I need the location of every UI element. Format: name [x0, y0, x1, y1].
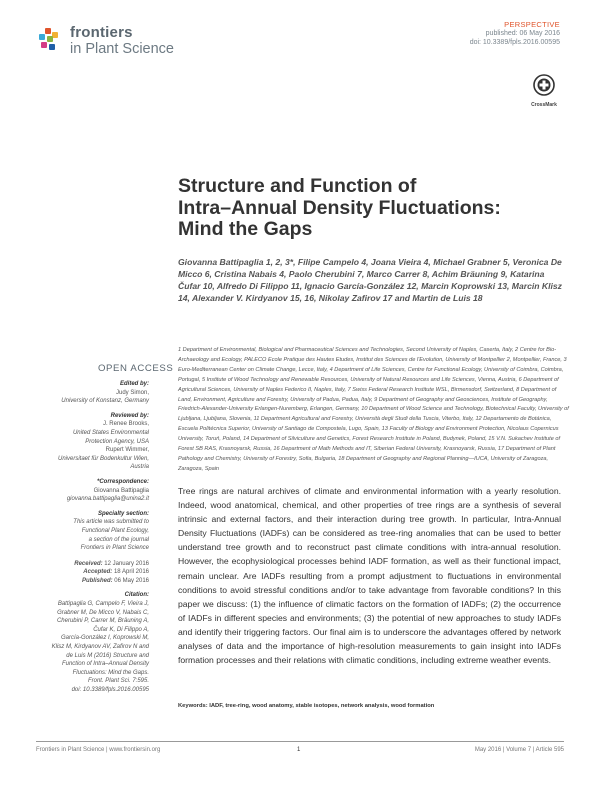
- reviewer-name: Rupert Wimmer,: [105, 447, 149, 454]
- received-date: Received: 12 January 2016: [74, 560, 149, 567]
- citation-line: de Luis M (2016) Structure and: [66, 652, 149, 659]
- specialty-line: Frontiers in Plant Science: [80, 545, 149, 552]
- journal-logo[interactable]: [36, 24, 226, 74]
- doi[interactable]: doi: 10.3389/fpls.2016.00595: [469, 39, 560, 46]
- crossmark-label: CrossMark: [531, 102, 557, 108]
- frontiers-logo-icon: [36, 28, 66, 58]
- crossmark-icon: [533, 74, 555, 96]
- published-date: published: 06 May 2016: [485, 30, 560, 37]
- editor-affiliation: University of Konstanz, Germany: [61, 398, 149, 405]
- page-number: 1: [297, 747, 301, 753]
- citation-line: Cherubini P, Carrer M, Bräuning A,: [56, 618, 149, 625]
- footer-journal-link[interactable]: Frontiers in Plant Science | www.frontiersin.org: [36, 747, 161, 753]
- edited-by-heading: Edited by:: [119, 381, 149, 387]
- reviewed-by-heading: Reviewed by:: [110, 412, 149, 419]
- keywords: Keywords: IADF, tree-ring, wood anatomy, stable isotopes, network analysis, wood formation: [178, 703, 435, 709]
- open-access-label: OPEN ACCESS: [98, 363, 174, 374]
- editor-name: Judy Simon,: [115, 389, 149, 396]
- title-line: Structure and Function of: [178, 175, 417, 197]
- citation-heading: Citation:: [124, 592, 149, 599]
- footer-divider: [36, 741, 564, 742]
- title-line: Intra–Annual Density Fluctuations:: [178, 196, 501, 219]
- specialty-heading: Specialty section:: [97, 510, 149, 517]
- specialty-line: Functional Plant Ecology,: [81, 527, 149, 534]
- article-type: PERSPECTIVE: [504, 20, 560, 29]
- correspondence-email[interactable]: giovanna.battipaglia@unina2.it: [66, 496, 149, 503]
- published-date-sidebar: Published: 06 May 2016: [81, 577, 149, 584]
- article-sidebar: [36, 380, 149, 695]
- citation-line: Battipaglia G, Campelo F, Vieira J,: [57, 601, 149, 608]
- abstract: Tree rings are natural archives of climate and environmental information with a yearly resolution. Indeed, wood anatomical, chemical, and other properties of tree rings are a synthesis of several intrinsic and external factors, and their interaction during tree growth. In particular, Intra-Annual Density Fluctuations (IADFs) can be considered as tree-ring anomalies that can be used to better understand tree growth and to reconstruct past climate conditions with intra-annual resolution. However, the ecophysiological processes behind IADF formation, as well as their functional impact, remain unclear. Are IADFs resulting from a prompt adjustment to fluctuations in environmental conditions to avoid stressful conditions and/or to take advantage from favorable conditions? In this paper we discuss: (1) the influence of climatic factors on the formation of IADFs; (2) the occurrence of IADFs in different species and environments; (3) the potential of new approaches to study IADFs and identify their triggering factors. Our final aim is to underscore the advantages offered by network analyses of data and the importance of high-resolution measurements to gain insight into IADFs formation processes and their relations with climatic conditions, including extreme weather events.: [178, 486, 561, 666]
- title-line: Mind the Gaps: [178, 218, 313, 240]
- specialty-line: a section of the journal: [88, 536, 149, 543]
- article-title: [178, 176, 558, 241]
- article-meta: [470, 20, 560, 47]
- footer-issue-info: May 2016 | Volume 7 | Article 595: [474, 747, 564, 753]
- citation-line: García-González I, Koprowski M,: [60, 635, 149, 642]
- crossmark-button[interactable]: [524, 74, 564, 106]
- reviewer-affiliation: United States Environmental: [72, 429, 149, 436]
- journal-subtitle: in Plant Science: [70, 41, 174, 57]
- citation-line: Grabner M, De Micco V, Nabais C,: [57, 609, 149, 616]
- author-list: Giovanna Battipaglia 1, 2, 3*, Filipe Campelo 4, Joana Vieira 4, Michael Grabner 5, Veronica De Micco 6, Cristina Nabais 4, Paolo Cherubini 7, Marco Carrer 8, Achim Bräuning 9, Katarina Čufar 10, Alfredo Di Filippo 11, Ignacio García-González 12, Marcin Koprowski 13, Marcin Klisz 14, Alexander V. Kirdyanov 15, 16, Nikolay Zafirov 17 and Martin de Luis 18: [178, 257, 562, 304]
- accepted-date: Accepted: 18 April 2016: [83, 569, 149, 576]
- citation-line: Čufar K, Di Filippo A,: [93, 626, 149, 633]
- specialty-line: This article was submitted to: [73, 519, 149, 526]
- citation-line: Fluctuations: Mind the Gaps.: [72, 669, 149, 676]
- reviewer-name: J. Renee Brooks,: [102, 421, 149, 428]
- citation-line: Front. Plant Sci. 7:595.: [87, 678, 149, 685]
- citation-line: Klisz M, Kirdyanov AV, Zafirov N and: [51, 644, 149, 651]
- citation-doi[interactable]: doi: 10.3389/fpls.2016.00595: [71, 687, 149, 693]
- reviewer-affiliation: Protection Agency, USA: [85, 438, 149, 445]
- citation-line: Function of Intra–Annual Density: [61, 661, 149, 668]
- journal-name: frontiers: [70, 24, 133, 41]
- reviewer-affiliation: Universitaet für Bodenkultur Wien,: [58, 455, 149, 462]
- correspondence-name: Giovanna Battipaglia: [93, 487, 149, 494]
- correspondence-heading: *Correspondence:: [96, 478, 149, 485]
- affiliations: 1 Department of Environmental, Biological and Pharmaceutical Sciences and Technologies, Second University of Naples, Caserta, Italy, 2 Centre for Bio-Archaeology and Ecology, PALECO Ecole Pratique des Hautes Etudes, Institut des Sciences de l'Evolution, University of Montpellier 2, Montpellier, France, 3 Euro-Mediterranean Center on Climate Change, Lecce, Italy, 4 Department of Life Sciences, Centre for Functional Ecology, University of Coimbra, Coimbra, Portugal, 5 Institute of Wood Technology and Renewable Resources, University of Natural Resources and Life Sciences, Vienna, Austria, 6 Department of Agricultural Sciences, University of Naples Federico II, Naples, Italy, 7 Swiss Federal Research Institute WSL, Birmensdorf, Switzerland, 8 Department of Land, Environment, Agriculture and Forestry, University of Padua, Padua, Italy, 9 Department of Geography and Geosciences, Institute of Geography, Friedrich-Alexander-University Erlangen-Nuremberg, Erlangen, Germany, 10 Department of Wood Science and Technology, Biotechnical Faculty, University of Ljubljana, Ljubljana, Slovenia, 11 Department Agricultural and Forestry, Università degli Studi della Tuscia, Viterbo, Italy, 12 Departamento de Botánica, Escuela Politécnica Superior, University of Santiago de Compostela, Lugo, Spain, 13 Faculty of Biology and Environment Protection, Nicolaus Copernicus University, Toruń, Poland, 14 Department of Silviculture and Genetics, Forest Research Institute in Poland, Budynek, Poland, 15 V.N. Sukachev Institute of Forest SB RAS, Krasnoyarsk, Russia, 16 Department of Math Methods and IT, Siberian Federal University, Krasnoyarsk, Russia, 17 Department of Plant Pathology and Chemistry, University of Forestry, Sofia, Bulgaria, 18 Department of Geography and Regional Planning—IUCA, University of Zaragoza, Zaragoza, Spain: [178, 347, 569, 472]
- reviewer-affiliation: Austria: [130, 464, 149, 471]
